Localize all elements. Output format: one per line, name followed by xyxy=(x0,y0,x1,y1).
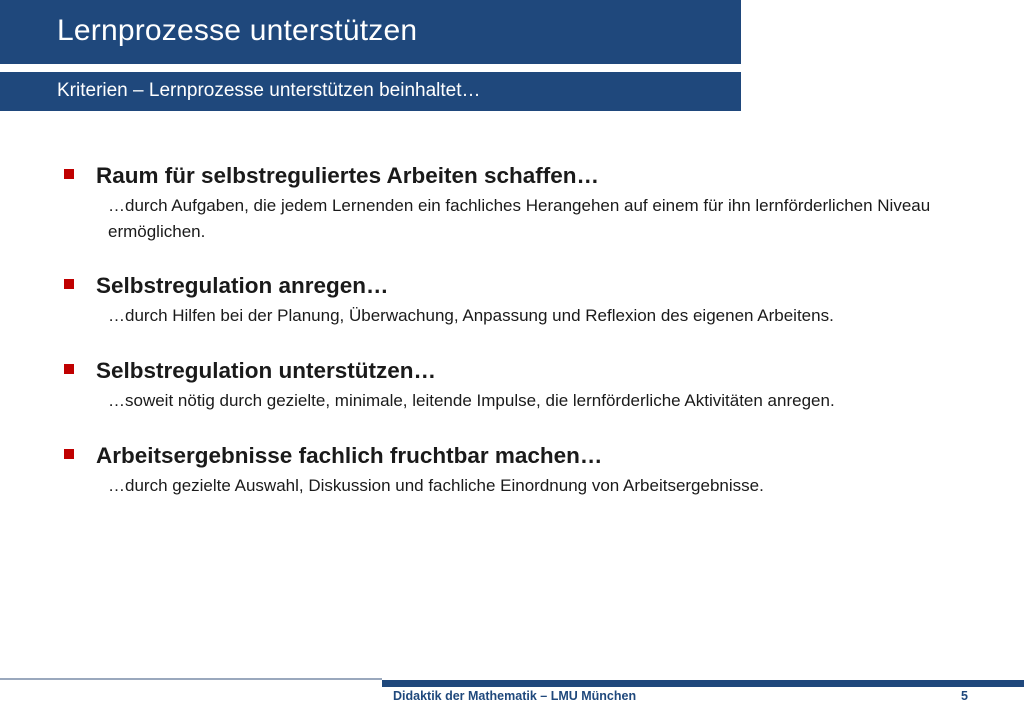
footer-text: Didaktik der Mathematik – LMU München xyxy=(393,689,637,703)
page-number: 5 xyxy=(961,689,968,703)
square-bullet-icon xyxy=(64,449,74,459)
footer-divider xyxy=(0,678,382,680)
subtitle-bar xyxy=(0,72,741,111)
item-heading: Selbstregulation unterstützen… xyxy=(96,358,437,383)
item-heading: Selbstregulation anregen… xyxy=(96,273,389,298)
item-description: …soweit nötig durch gezielte, minimale, leitende Impulse, die lernförderliche Aktivitäten anregen. xyxy=(108,391,835,410)
title-bar xyxy=(0,0,741,64)
footer-bar xyxy=(382,680,1024,687)
item-description: …durch Aufgaben, die jedem Lernenden ein fachliches Herangehen auf einem für ihn lernförderlichen Niveau ermöglichen. xyxy=(108,196,931,241)
page-title: Lernprozesse unterstützen xyxy=(57,14,418,47)
square-bullet-icon xyxy=(64,169,74,179)
page-subtitle: Kriterien – Lernprozesse unterstützen beinhaltet… xyxy=(57,80,481,101)
item-heading: Arbeitsergebnisse fachlich fruchtbar machen… xyxy=(96,443,603,468)
item-description: …durch gezielte Auswahl, Diskussion und fachliche Einordnung von Arbeitsergebnisse. xyxy=(108,476,764,495)
item-description: …durch Hilfen bei der Planung, Überwachung, Anpassung und Reflexion des eigenen Arbeitens. xyxy=(108,306,834,325)
square-bullet-icon xyxy=(64,279,74,289)
item-heading: Raum für selbstreguliertes Arbeiten schaffen… xyxy=(96,163,600,188)
square-bullet-icon xyxy=(64,364,74,374)
